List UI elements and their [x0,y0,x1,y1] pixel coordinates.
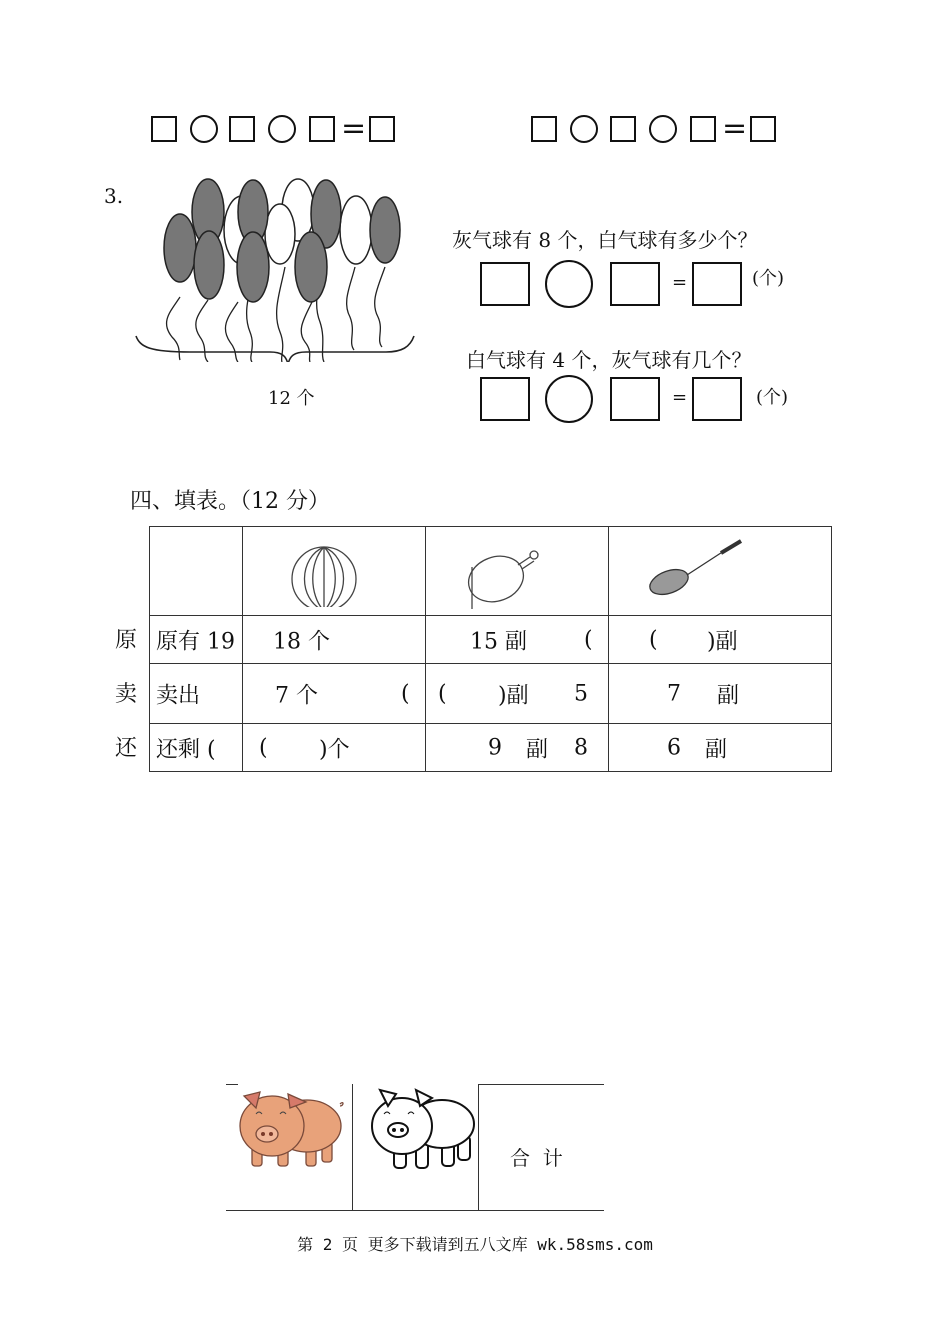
badminton-racket-icon [609,527,831,609]
total-label: 合 计 [510,1146,563,1170]
brace-label: 12 个 [268,388,315,409]
table-cell [609,664,832,724]
cell-value: ( [649,627,658,652]
cell-value: 6 [667,735,681,760]
cell-value: ( [259,735,268,760]
side-label: 还 [115,736,138,761]
answer-box[interactable] [610,116,636,142]
answer-box[interactable] [531,116,557,142]
operator-circle[interactable] [545,260,593,308]
section-title: 四、填表。（12 分） [130,489,330,514]
header-ball-cell [243,527,426,616]
answer-box[interactable] [610,262,660,306]
outline-pig-icon [366,1084,476,1174]
side-label: 卖 [115,682,138,707]
question-1: 灰气球有 8 个，白气球有多少个？ [452,228,758,252]
cell-value: 7 [667,681,681,706]
page-footer: 第 2 页 更多下载请到五八文库 wk.58sms.com [297,1235,653,1254]
cell-value: 8 [574,735,588,760]
table-cell[interactable] [609,616,832,664]
operator-circle[interactable] [545,375,593,423]
cell-value: ( [401,681,410,706]
table-cell [609,724,832,772]
row-label-cell [150,664,243,724]
cell-value: 副 [717,683,740,708]
answer-box[interactable] [690,116,716,142]
operator-circle[interactable] [268,115,296,143]
cell-value: )个 [319,737,350,762]
header-racket-cell [609,527,832,616]
cell-value: 副 [526,737,549,762]
balloon-illustration [130,172,420,362]
equals-sign: = [672,387,688,408]
answer-box[interactable] [369,116,395,142]
answer-box[interactable] [480,377,530,421]
header-paddle-cell [426,527,609,616]
cell-value: 15 副 [470,629,527,654]
pig-table [226,1084,604,1212]
answer-box[interactable] [610,377,660,421]
unit-label: (个) [756,387,789,408]
row-label-cell [150,616,243,664]
ball-icon [243,527,425,609]
equals-sign: = [341,111,367,146]
answer-box[interactable] [692,377,742,421]
answer-box[interactable] [309,116,335,142]
operator-circle[interactable] [649,115,677,143]
cell-value: 7 个 [275,683,318,708]
cell-value: )副 [707,629,738,654]
problem-number: 3. [104,184,124,208]
table-cell[interactable] [426,664,609,724]
header-empty-cell [150,527,243,616]
answer-box[interactable] [229,116,255,142]
table-cell [426,724,609,772]
equals-sign: = [722,111,748,146]
cell-value: 9 [488,735,502,760]
row-label-cell [150,724,243,772]
cell-value: ( [584,627,593,652]
equals-sign: = [672,272,688,293]
side-label: 原 [115,628,138,653]
table-cell[interactable] [426,616,609,664]
table-cell [243,616,426,664]
cell-value: 18 个 [273,629,330,654]
operator-circle[interactable] [570,115,598,143]
answer-box[interactable] [750,116,776,142]
row-label: 卖出 [156,683,201,708]
table-cell[interactable] [243,724,426,772]
unit-label: (个) [752,268,785,289]
answer-box[interactable] [692,262,742,306]
pink-pig-icon [232,1086,348,1176]
table-cell[interactable] [243,664,426,724]
answer-box[interactable] [480,262,530,306]
operator-circle[interactable] [190,115,218,143]
question-2: 白气球有 4 个，灰气球有几个？ [466,348,752,372]
cell-value: 副 [705,737,728,762]
fill-table [149,526,832,772]
row-label: 原有 19 [156,629,235,654]
cell-value: 5 [574,681,588,706]
cell-value: ( [438,681,447,706]
answer-box[interactable] [151,116,177,142]
cell-value: )副 [498,683,529,708]
row-label: 还剩 ( [156,737,216,762]
ping-pong-paddle-icon [426,527,608,609]
